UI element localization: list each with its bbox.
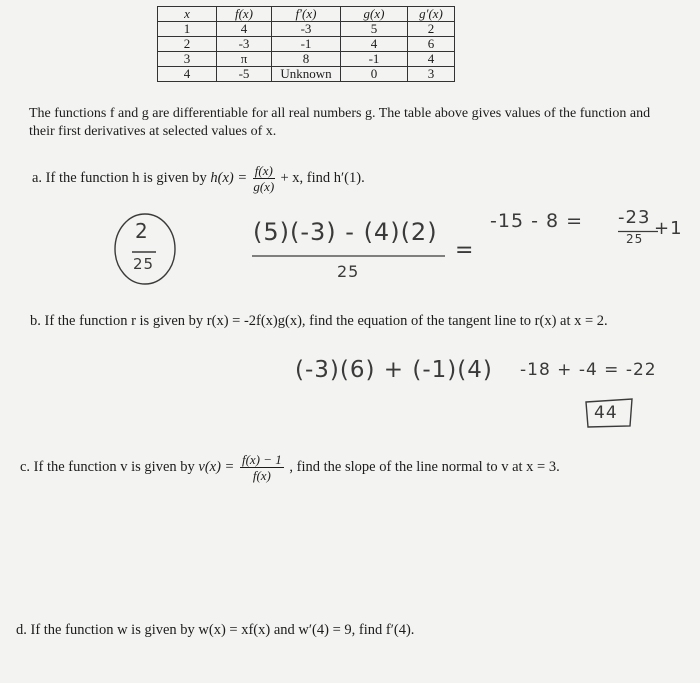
table-row — [158, 67, 455, 82]
circled-numerator: 2 — [135, 219, 149, 243]
work-denominator: 25 — [337, 262, 360, 281]
table-cell: 4 — [217, 22, 272, 37]
header-cell: f′(x) — [272, 7, 341, 22]
part-b-expression: (-3)(6) + (-1)(4) — [295, 357, 493, 383]
boxed-answer: 44 — [594, 403, 618, 423]
table-cell: 3 — [408, 67, 455, 82]
table-cell: π — [217, 52, 272, 67]
values-table — [157, 6, 455, 82]
part-d-question: d. If the function w is given by w(x) = xf(x) and w′(4) = 9, find f′(4). — [16, 622, 415, 638]
table-cell: -1 — [272, 37, 341, 52]
part-a-fraction — [253, 163, 275, 194]
part-a-fraction-num: f(x) — [254, 163, 273, 178]
header-cell: g(x) — [341, 7, 408, 22]
table-cell: 0 — [341, 67, 408, 82]
table-cell: -3 — [272, 22, 341, 37]
part-a-prefix: a. If the function h is given by — [32, 169, 207, 186]
part-a-lhs: h(x) = — [210, 169, 248, 186]
table-row — [158, 22, 455, 37]
table-cell: 2 — [408, 22, 455, 37]
table-cell: -5 — [217, 67, 272, 82]
part-c-lhs: v(x) = — [198, 458, 235, 475]
header-cell: f(x) — [217, 7, 272, 22]
part-c-suffix: , find the slope of the line normal to v at x = 3. — [289, 458, 560, 475]
part-c-fraction-den: f(x) — [252, 468, 271, 483]
work-step: -15 - 8 = — [490, 210, 584, 232]
work-fraction-bar — [252, 254, 447, 258]
circled-denominator: 25 — [133, 255, 155, 273]
table-cell: 1 — [158, 22, 217, 37]
work-frac-num: -23 — [618, 207, 651, 228]
table-header-row — [158, 7, 455, 22]
table-cell: 4 — [341, 37, 408, 52]
part-a-fraction-den: g(x) — [253, 179, 275, 194]
header-cell: g′(x) — [408, 7, 455, 22]
table-row — [158, 52, 455, 67]
table-cell: 4 — [408, 52, 455, 67]
table-cell: 3 — [158, 52, 217, 67]
table-cell: 2 — [158, 37, 217, 52]
intro-line-1: The functions f and g are differentiable for all real numbers g. The table above gives values of the function and — [29, 106, 651, 121]
part-b-calculation: -18 + -4 = -22 — [520, 360, 657, 380]
table-cell: 8 — [272, 52, 341, 67]
header-cell: x — [158, 7, 217, 22]
table-cell: 4 — [158, 67, 217, 82]
table-row — [158, 37, 455, 52]
part-c-prefix: c. If the function v is given by — [20, 458, 195, 475]
work-equals: = — [455, 238, 475, 263]
part-c-fraction-num: f(x) − 1 — [241, 452, 282, 467]
table-cell: Unknown — [272, 67, 341, 82]
table-cell: 5 — [341, 22, 408, 37]
table-cell: -3 — [217, 37, 272, 52]
part-c-question — [20, 452, 560, 483]
part-a-suffix: + x, find h′(1). — [280, 169, 365, 186]
work-plus-one: +1 — [654, 218, 683, 239]
intro-line-2: their first derivatives at selected values of x. — [29, 124, 277, 139]
work-numerator: (5)(-3) - (4)(2) — [253, 218, 438, 246]
table-cell: 6 — [408, 37, 455, 52]
part-a-question — [32, 163, 365, 194]
part-b-question: b. If the function r is given by r(x) = -2f(x)g(x), find the equation of the tangent line to r(x) at x = 2. — [30, 313, 608, 329]
work-frac-den: 25 — [626, 232, 644, 246]
part-c-fraction — [240, 452, 284, 483]
table-cell: -1 — [341, 52, 408, 67]
